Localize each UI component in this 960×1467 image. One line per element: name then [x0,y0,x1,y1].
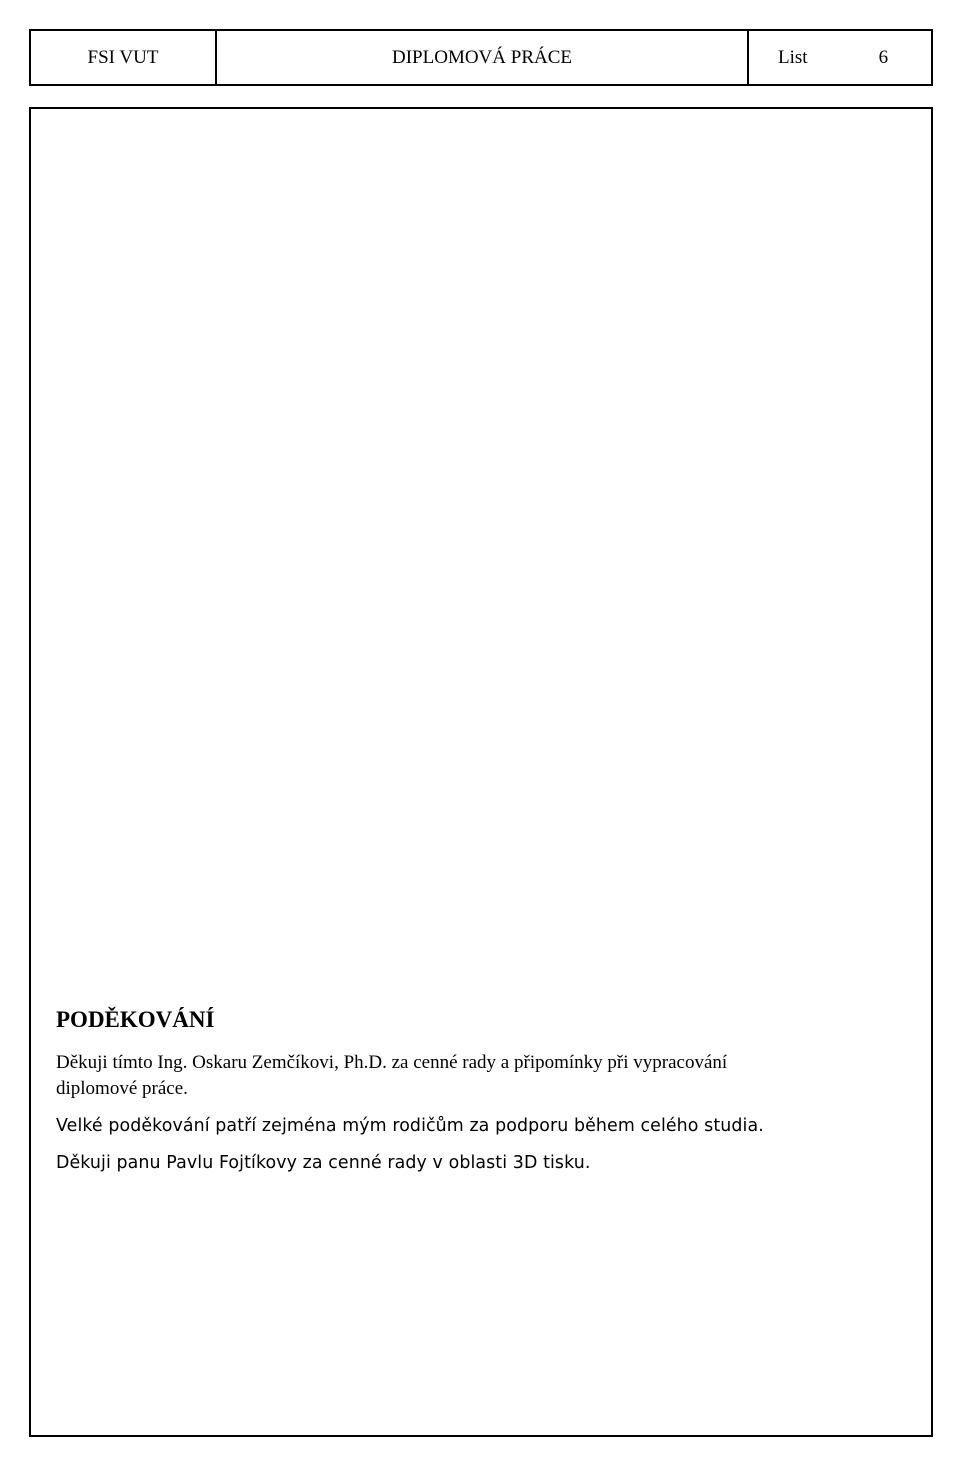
page-content-frame [29,107,933,1437]
acknowledgement-paragraph-2: Velké poděkování patří zejména mým rodičům za podporu během celého studia. [56,1116,764,1136]
header-sheet-cell [749,31,931,84]
header-sheet-label: List [778,46,808,68]
acknowledgement-paragraph-1 [56,1050,727,1102]
header-sheet-number: 6 [878,46,889,68]
page-header [29,29,933,86]
header-document-type-cell [217,31,749,84]
acknowledgement-title: PODĚKOVÁNÍ [56,1007,215,1032]
acknowledgement-paragraph-1-line-1: Děkuji tímto Ing. Oskaru Zemčíkovi, Ph.D. za cenné rady a připomínky při vypracování [56,1052,728,1073]
header-institution: FSI VUT [87,46,159,68]
acknowledgement-paragraph-1-line-2: diplomové práce. [56,1078,188,1099]
header-document-type: DIPLOMOVÁ PRÁCE [392,46,572,68]
acknowledgement-paragraph-3: Děkuji panu Pavlu Fojtíkovy za cenné rady v oblasti 3D tisku. [56,1153,591,1173]
header-institution-cell [31,31,217,84]
